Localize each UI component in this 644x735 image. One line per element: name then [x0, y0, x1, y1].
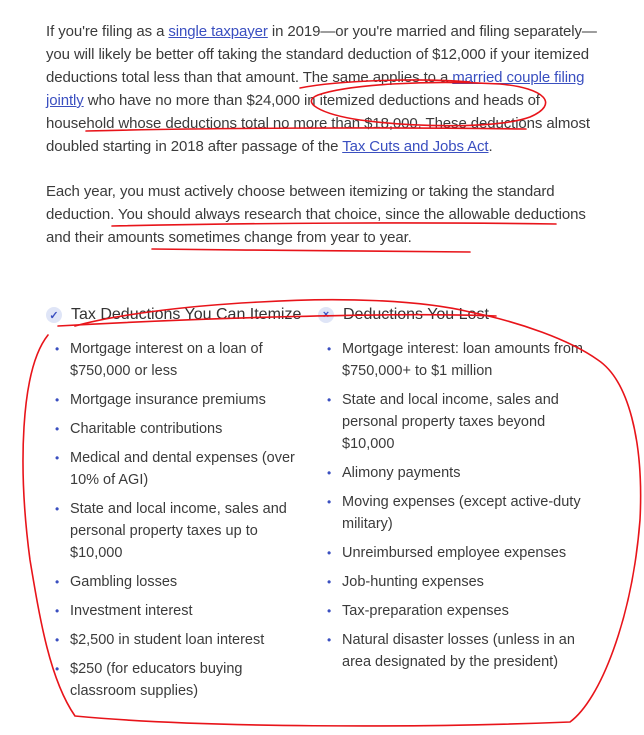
itemize-heading [46, 304, 306, 326]
itemize-item: • Mortgage insurance premiums [46, 389, 306, 411]
married-filing-jointly-link[interactable]: married couple filing jointly [46, 69, 585, 109]
lost-item: • Mortgage interest: loan amounts from $750,000+ to $1 million [318, 338, 593, 382]
lost-item: • Job-hunting expenses [318, 571, 593, 593]
x-icon: × [318, 307, 334, 323]
paragraph-text: . [488, 138, 493, 155]
itemize-item: • Mortgage interest on a loan of $750,000 or less [46, 338, 306, 382]
paragraph-text: If you're filing as a [46, 23, 169, 40]
lost-item: • Tax-preparation expenses [318, 600, 593, 622]
lost-item: • State and local income, sales and personal property taxes beyond $10,000 [318, 389, 593, 455]
itemize-item: • Investment interest [46, 600, 306, 622]
ink-underline-research [152, 249, 470, 252]
lost-item: • Moving expenses (except active-duty military) [318, 491, 593, 535]
itemize-item: • $2,500 in student loan interest [46, 629, 306, 651]
tax-cuts-and-jobs-act-link[interactable]: Tax Cuts and Jobs Act [342, 138, 489, 155]
lost-item: • Unreimbursed employee expenses [318, 542, 593, 564]
lost-item: • Alimony payments [318, 462, 593, 484]
itemize-item: • State and local income, sales and personal property taxes up to $10,000 [46, 498, 306, 564]
itemize-item: • $250 (for educators buying classroom supplies) [46, 658, 306, 702]
lost-item: • Natural disaster losses (unless in an area designated by the president) [318, 629, 593, 673]
paragraph-choose-deduction: Each year, you must actively choose between itemizing or taking the standard deduction. You should always research that choice, since the allowable deductions and their amounts sometimes change from year to year. [46, 183, 586, 246]
lost-list [318, 338, 593, 673]
paragraph-text: who have no more than $24,000 in itemized deductions and heads of household whose deductions total no more than $18,000. These deductions almost doubled starting in 2018 after passage of the [46, 92, 590, 155]
deduction-comparison [46, 304, 606, 724]
lost-heading-label: Deductions You Lost [343, 306, 489, 323]
itemize-item: • Gambling losses [46, 571, 306, 593]
itemize-item: • Charitable contributions [46, 418, 306, 440]
article-body [46, 20, 606, 249]
lost-heading [318, 304, 593, 326]
itemize-heading-label: Tax Deductions You Can Itemize [71, 306, 302, 323]
itemize-list [46, 338, 306, 702]
paragraph-filing-status [46, 20, 606, 158]
paragraph-text: in 2019—or you're married and filing separately—you will likely be better off taking the standard deduction of $12,000 if your itemized deductions total less than that amount. The same applies to a [46, 23, 597, 86]
itemize-item: • Medical and dental expenses (over 10% of AGI) [46, 447, 306, 491]
single-taxpayer-link[interactable]: single taxpayer [168, 23, 268, 40]
itemize-column [46, 304, 306, 709]
lost-column [318, 304, 593, 680]
check-icon: ✓ [46, 307, 62, 323]
